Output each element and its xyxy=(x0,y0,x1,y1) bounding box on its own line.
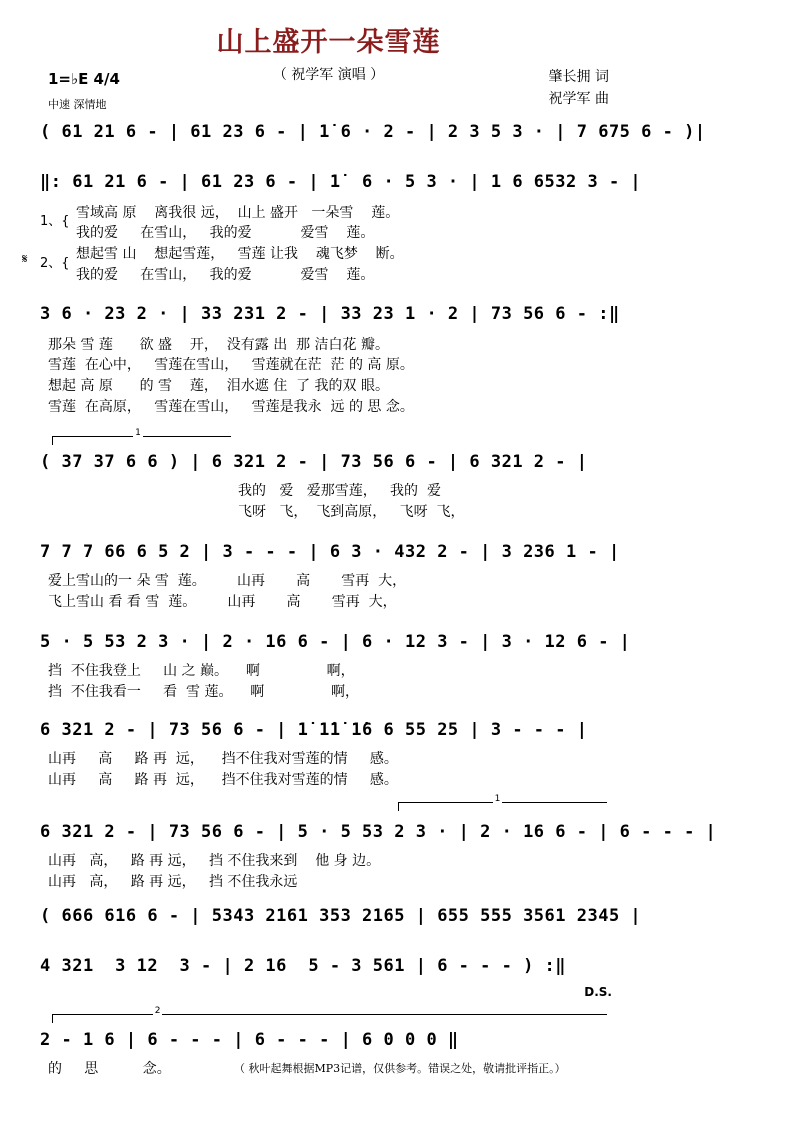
lyric-line: 飞呀 飞， 飞到高原， 飞呀 飞， xyxy=(238,504,465,520)
notation-row-5: 5 · 5 53 2 3 · | 2 · 16 6 - | 6 · 12 3 - | 3 · 12 6 - | xyxy=(40,632,631,652)
lyric-line: 雪域高 原 离我很 远， 山上 盛开 一朵雪 莲。 xyxy=(76,205,400,221)
dal-segno-mark: D.S. xyxy=(584,985,612,999)
notation-row-3: ( 37 37 6 6 ) | 6 321 2 - | 73 56 6 - | 6 321 2 - | xyxy=(40,452,588,472)
notation-row-1: ‖: 61 21 6 - | 61 23 6 - | 1̇ 6 · 5 3 · | 1 6 6532 3 - | xyxy=(40,172,642,192)
verse-1-label: 1、{ xyxy=(40,214,70,229)
notation-row-ending: 2 - 1 6 | 6 - - - | 6 - - - | 6 0 0 0 ‖ xyxy=(40,1030,459,1050)
notation-row-4: 7 7 7 66 6 5 2 | 3 - - - | 6 3 · 432 2 - | 3 236 1 - | xyxy=(40,542,620,562)
lyric-line: 飞上雪山 看 看 雪 莲。 山再 高 雪再 大， xyxy=(48,594,397,610)
notation-row-interlude-1: ( 666 616 6 - | 5343 2161 353 2165 | 655 555 3561 2345 | xyxy=(40,906,642,926)
notation-row-interlude-2: 4 321 3 12 3 - | 2 16 5 - 3 561 | 6 - - - ) :‖ xyxy=(40,956,567,976)
tempo-marking: 中速 深情地 xyxy=(48,98,107,111)
lyric-line: 爱上雪山的一 朵 雪 莲。 山再 高 雪再 大， xyxy=(48,573,407,589)
lyric-line: 雪莲 在高原， 雪莲在雪山， 雪莲是我永 远 的 思 念。 xyxy=(48,399,414,415)
volta-bracket-1: 1 xyxy=(52,436,231,445)
lyric-line: 我的爱 在雪山， 我的爱 爱雪 莲。 xyxy=(76,225,375,241)
segno-icon: 𝄋 xyxy=(22,252,28,267)
lyric-line: 想起雪 山 想起雪莲， 雪莲 让我 魂飞梦 断。 xyxy=(76,246,404,262)
lyric-line: 我的 爱 爱那雪莲， 我的 爱 xyxy=(238,483,441,499)
verse-2-label: 2、{ xyxy=(40,256,70,271)
notation-row-7: 6 321 2 - | 73 56 6 - | 5 · 5 53 2 3 · | 2 · 16 6 - | 6 - - - | xyxy=(40,822,717,842)
lyric-line: 雪莲 在心中， 雪莲在雪山， 雪莲就在茫 茫 的 高 原。 xyxy=(48,357,414,373)
lyric-line: 山再 高， 路 再 远， 挡 不住我来到 他 身 边。 xyxy=(48,853,381,869)
lyric-line: 想起 高 原 的 雪 莲， 泪水遮 住 了 我的双 眼。 xyxy=(48,378,390,394)
lyric-line: 挡 不住我看一 看 雪 莲。 啊 啊， xyxy=(48,684,360,700)
notation-row-2: 3 6 · 23 2 · | 33 231 2 - | 33 23 1 · 2 | 73 56 6 - :‖ xyxy=(40,304,620,324)
notation-row-intro: ( 61 21 6 - | 61 23 6 - | 1̇ 6 · 2 - | 2 3 5 3 · | 7 675 6 - )| xyxy=(40,122,706,142)
lyric-line: 的 思 念。 xyxy=(48,1061,171,1077)
lyricist-credit: 肇长拥 词 xyxy=(548,69,609,85)
song-title: 山上盛开一朵雪莲 xyxy=(216,27,441,58)
lyric-line: 我的爱 在雪山， 我的爱 爱雪 莲。 xyxy=(76,267,375,283)
composer-credit: 祝学军 曲 xyxy=(548,91,609,107)
transcriber-note: （ 秋叶起舞根据MP3记谱，仅供参考。错误之处，敬请批评指正。） xyxy=(234,1062,566,1075)
key-signature: 1=♭E 4/4 xyxy=(48,70,120,88)
volta-bracket-1: 1 xyxy=(398,802,607,811)
lyric-line: 山再 高， 路 再 远， 挡 不住我永远 xyxy=(48,874,298,890)
volta-bracket-2: 2 xyxy=(52,1014,607,1023)
lyric-line: 山再 高 路 再 远， 挡不住我对雪莲的情 感。 xyxy=(48,751,398,767)
performer: （ 祝学军 演唱 ） xyxy=(272,67,385,83)
notation-row-6: 6 321 2 - | 73 56 6 - | 1̇ 1̇1̇ 1̇6 6 55 25 | 3 - - - | xyxy=(40,720,588,740)
lyric-line: 山再 高 路 再 远， 挡不住我对雪莲的情 感。 xyxy=(48,772,398,788)
lyric-line: 挡 不住我登上 山 之 巅。 啊 啊， xyxy=(48,663,355,679)
lyric-line: 那朵 雪 莲 欲 盛 开， 没有露 出 那 洁白花 瓣。 xyxy=(48,337,390,353)
